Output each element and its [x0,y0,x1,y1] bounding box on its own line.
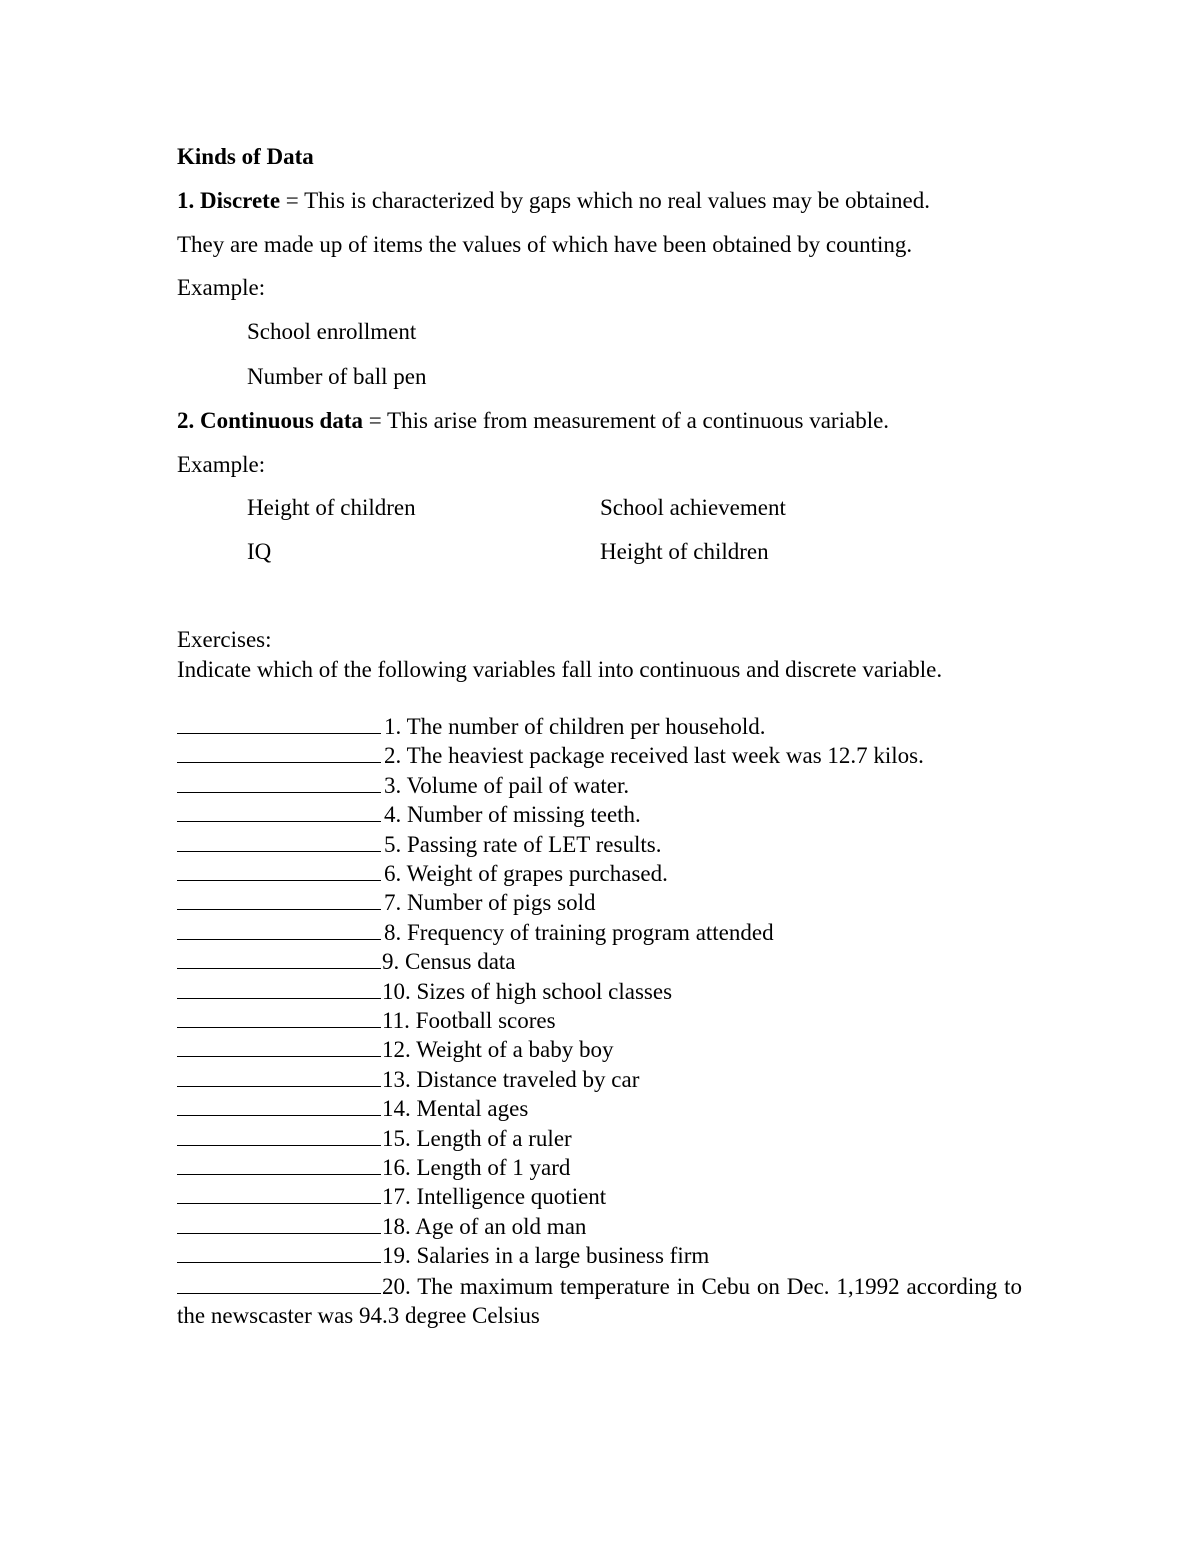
discrete-label: 1. Discrete [177,188,281,213]
answer-blank[interactable] [177,860,381,881]
exercise-item-text: 6. Weight of grapes purchased. [384,861,668,886]
answer-blank[interactable] [177,1183,381,1204]
exercise-item [177,978,672,1006]
discrete-description: They are made up of items the values of which have been obtained by counting. [177,232,913,257]
answer-blank[interactable] [177,1036,381,1057]
exercise-item-text: 8. Frequency of training program attended [384,919,774,945]
exercise-item [177,801,641,829]
exercise-item [177,831,661,859]
exercise-item [177,889,595,917]
exercise-item-text: 16. Length of 1 yard [382,1155,571,1180]
exercise-item-text: 11. Football scores [382,1008,556,1033]
answer-blank[interactable] [177,1066,381,1087]
exercise-item [177,1213,586,1241]
exercise-item-text: 7. Number of pigs sold [384,890,596,916]
exercise-item-text: 4. Number of missing teeth. [384,802,641,828]
exercise-item [177,1242,709,1270]
discrete-example-label: Example: [177,275,266,300]
answer-blank[interactable] [177,1095,381,1116]
continuous-label: 2. Continuous data [177,408,363,433]
answer-blank[interactable] [177,948,381,969]
exercise-item-text: 9. Census data [382,949,516,975]
continuous-definition: 2. Continuous data = This arise from measurement of a continuous variable. [177,408,890,433]
exercise-item [177,1183,606,1211]
continuous-example-item: School achievement [600,495,786,520]
discrete-definition: 1. Discrete = This is characterized by gaps which no real values may be obtained. [177,188,930,213]
exercises-heading: Exercises: [177,627,272,652]
exercise-item [177,1272,1022,1330]
answer-blank[interactable] [177,713,381,734]
continuous-example-label: Example: [177,452,266,477]
answer-blank[interactable] [177,742,381,763]
exercise-item [177,1125,572,1153]
exercise-item [177,1007,556,1035]
exercise-item-text: 19. Salaries in a large business firm [382,1243,710,1269]
exercise-item [177,1154,570,1182]
exercise-item [177,1036,614,1064]
answer-blank[interactable] [177,1154,381,1175]
answer-blank[interactable] [177,919,381,940]
answer-blank[interactable] [177,801,381,822]
continuous-example-item: Height of children [600,539,769,564]
exercise-item [177,1095,528,1123]
discrete-example-item: Number of ball pen [247,364,427,389]
answer-blank[interactable] [177,889,381,910]
exercise-item [177,948,516,976]
answer-blank[interactable] [177,1007,381,1028]
exercise-item-text: 13. Distance traveled by car [382,1066,640,1092]
exercises-instruction: Indicate which of the following variables fall into continuous and discrete variable. [177,657,943,682]
exercise-item-text: 14. Mental ages [382,1096,529,1122]
answer-blank[interactable] [177,831,381,852]
exercise-item-text: 17. Intelligence quotient [382,1184,607,1210]
exercise-item-text: 2. The heaviest package received last week was 12.7 kilos. [384,743,924,769]
exercise-item [177,772,629,800]
answer-blank[interactable] [177,978,381,999]
exercise-item-text: 18. Age of an old man [382,1213,587,1239]
exercise-item-text: 5. Passing rate of LET results. [384,831,662,857]
exercise-item-text: 20. The maximum temperature in Cebu on Dec. 1,1992 according to the newscaster was 94.3 degree Celsius [177,1273,1022,1328]
exercise-item-text: 15. Length of a ruler [382,1125,572,1151]
section-title: Kinds of Data [177,144,314,169]
answer-blank[interactable] [177,1242,381,1263]
continuous-example-item: Height of children [247,495,416,520]
discrete-example-item: School enrollment [247,319,417,344]
continuous-example-item: IQ [247,539,272,564]
answer-blank[interactable] [177,1125,381,1146]
exercise-item-text: 10. Sizes of high school classes [382,978,673,1004]
exercise-item [177,1066,639,1094]
exercise-item [177,713,766,741]
answer-blank[interactable] [177,1213,381,1234]
exercise-item [177,742,924,770]
exercise-item [177,860,668,888]
exercise-item [177,919,774,947]
answer-blank[interactable] [177,1273,381,1294]
answer-blank[interactable] [177,772,381,793]
exercise-item-text: 12. Weight of a baby boy [382,1037,614,1063]
exercise-item-text: 3. Volume of pail of water. [384,772,630,798]
exercise-item-text: 1. The number of children per household. [384,714,766,739]
